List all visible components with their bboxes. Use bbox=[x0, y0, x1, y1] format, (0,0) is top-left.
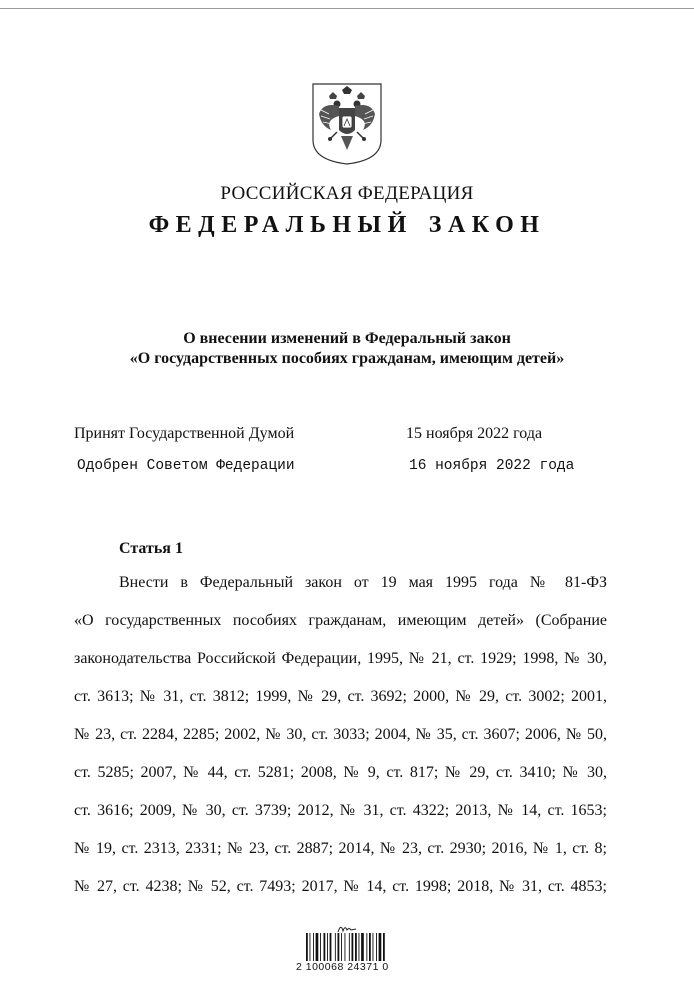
article-title: Статья 1 bbox=[119, 540, 183, 557]
barcode-icon bbox=[306, 933, 386, 963]
article-text-line: № 23, ст. 2284, 2285; 2002, № 30, ст. 3033; 2004, № 35, ст. 3607; 2006, № 50, bbox=[74, 726, 607, 743]
approved-by-council-label: Одобрен Советом Федерации bbox=[77, 458, 295, 474]
document-type-word-1: ФЕДЕРАЛЬНЫЙ bbox=[148, 212, 413, 238]
barcode-number: 2 100068 24371 0 bbox=[296, 961, 389, 973]
article-text-line: № 19, ст. 2313, 2331; № 23, ст. 2887; 2014, № 23, ст. 2930; 2016, № 1, ст. 8; bbox=[74, 840, 607, 857]
law-subject-line-2: «О государственных пособиях гражданам, имеющим детей» bbox=[129, 350, 565, 367]
adopted-date: 15 ноября 2022 года bbox=[406, 425, 543, 442]
country-name: РОССИЙСКАЯ ФЕДЕРАЦИЯ bbox=[220, 183, 474, 204]
article-text-line: ст. 3613; № 31, ст. 3812; 1999, № 29, ст. 3692; 2000, № 29, ст. 3002; 2001, bbox=[74, 688, 607, 705]
document-type-word-2: ЗАКОН bbox=[428, 212, 546, 238]
adopted-by-duma-label: Принят Государственной Думой bbox=[74, 425, 295, 442]
article-text-line: законодательства Российской Федерации, 1995, № 21, ст. 1929; 1998, № 30, bbox=[74, 650, 607, 667]
article-text-line: ст. 5285; 2007, № 44, ст. 5281; 2008, № 9, ст. 817; № 29, ст. 3410; № 30, bbox=[74, 764, 607, 781]
document-type-title bbox=[0, 212, 694, 239]
article-text-line: Внести в Федеральный закон от 19 мая 1995 года № 81-ФЗ bbox=[119, 574, 607, 591]
article-text-line: ст. 3616; 2009, № 30, ст. 3739; 2012, № 31, ст. 4322; 2013, № 14, ст. 1653; bbox=[74, 802, 607, 819]
article-text-line: «О государственных пособиях гражданам, имеющим детей» (Собрание bbox=[74, 612, 607, 629]
coat-of-arms-icon bbox=[309, 80, 385, 166]
article-text-line: № 27, ст. 4238; № 52, ст. 7493; 2017, № 14, ст. 1998; 2018, № 31, ст. 4853; bbox=[74, 878, 607, 895]
law-subject-line-1: О внесении изменений в Федеральный закон bbox=[183, 330, 511, 347]
approved-date: 16 ноября 2022 года bbox=[409, 458, 575, 474]
